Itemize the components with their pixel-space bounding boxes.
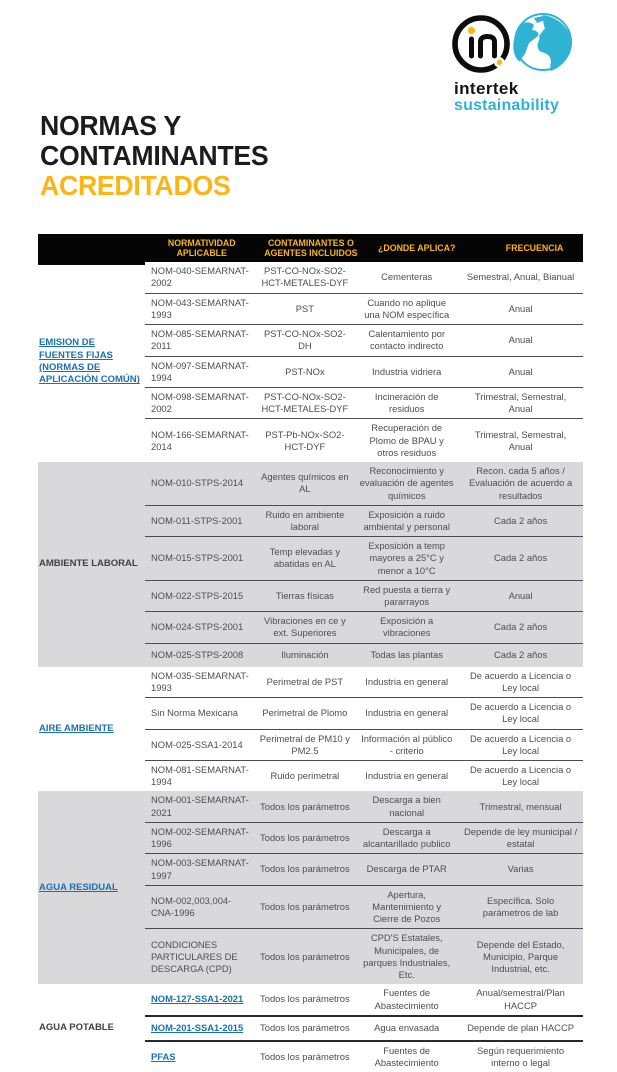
norm-cell: NOM-025-SSA1-2014 [151, 738, 243, 750]
table-row [145, 419, 583, 462]
section-agua-potable [38, 984, 583, 1072]
where-cell: Exposición a vibraciones [380, 615, 434, 639]
table-row [145, 1017, 583, 1042]
header-frecuencia: FRECUENCIA [505, 243, 564, 254]
agents-cell: Iluminación [281, 649, 329, 661]
norms-table [38, 234, 583, 1072]
freq-cell: Cada 2 años [493, 514, 548, 526]
where-cell: Industria en general [365, 675, 449, 687]
norm-cell: NOM-040-SEMARNAT-2002 [151, 265, 249, 289]
section-rows [145, 791, 583, 984]
agents-cell: Perimetral de PM10 y PM2.5 [259, 732, 350, 756]
table-row [145, 612, 583, 643]
section-label-ambiente-laboral: AMBIENTE LABORAL [39, 558, 138, 570]
agents-cell: Todos los parámetros [260, 800, 350, 812]
table-row [145, 537, 583, 581]
table-row [145, 294, 583, 325]
table-row [145, 854, 583, 885]
where-cell: Cementeras [381, 271, 433, 283]
freq-cell: Varias [507, 863, 534, 875]
where-cell: Reconocimiento y evaluación de agentes químicos [359, 465, 454, 501]
where-cell: Agua envasada [374, 1022, 440, 1034]
section-rows [145, 262, 583, 462]
agents-cell: PST-CO-NOx-SO2-HCT-METALES-DYF [261, 390, 349, 415]
agents-cell: Ruido perimetral [270, 770, 340, 782]
agents-cell: Perimetral de PST [266, 675, 344, 687]
title-line-1: NORMAS Y [40, 110, 181, 141]
table-row [145, 823, 583, 854]
where-cell: Apertura, Mantenimiento y Cierre de Pozos [372, 888, 442, 925]
freq-cell: Cada 2 años [493, 621, 548, 633]
freq-cell: De acuerdo a Licencia o Ley local [470, 732, 572, 756]
table-row [145, 698, 583, 729]
agents-cell: PST-CO-NOx-SO2-DH [263, 328, 346, 352]
where-cell: Industria en general [365, 770, 449, 782]
title-line-3: ACREDITADOS [40, 169, 231, 201]
agents-cell: Agentes químicos en AL [261, 471, 349, 495]
section-rows [145, 667, 583, 792]
table-row [145, 929, 583, 984]
freq-cell: Anual [508, 302, 533, 314]
norm-cell: NOM-166-SEMARNAT-2014 [151, 428, 249, 452]
in-circle-icon [455, 18, 507, 70]
freq-cell: Trimestral, Semestral, Anual [474, 428, 567, 452]
freq-cell: Anual [508, 589, 533, 601]
agents-cell: Todos los parámetros [260, 1022, 350, 1034]
agents-cell: Temp elevadas y abatidas en AL [269, 546, 341, 570]
table-row [145, 1042, 583, 1072]
section-rows [145, 984, 583, 1072]
where-cell: Red puesta a tierra y pararrayos [363, 583, 451, 608]
logo-sub: sustainability [454, 97, 560, 114]
where-cell: Información al público - criterio [361, 732, 453, 756]
globe-icon [513, 14, 571, 71]
where-cell: Todas las plantas [370, 649, 443, 661]
norm-cell: NOM-015-STPS-2001 [151, 552, 244, 564]
section-aire-ambiente [38, 667, 583, 792]
freq-cell: Depende de plan HACCP [467, 1022, 574, 1034]
where-cell: Descarga a alcantarillado publico [362, 825, 451, 850]
norm-cell: NOM-010-STPS-2014 [151, 477, 244, 489]
freq-cell: Trimestral, Semestral, Anual [474, 390, 567, 415]
norm-cell: NOM-003-SEMARNAT-1997 [151, 857, 249, 881]
agents-cell: PST-CO-NOx-SO2-HCT-METALES-DYF [261, 265, 349, 289]
where-cell: Descarga de PTAR [366, 863, 447, 875]
where-cell: Calentamiento por contacto indirecto [368, 328, 445, 352]
norm-link[interactable]: NOM-127-SSA1-2021 [151, 993, 244, 1005]
freq-cell: Según requerimiento interno o legal [477, 1044, 565, 1068]
freq-cell: Anual/semestral/Plan HACCP [476, 987, 565, 1011]
section-label-emision-fuentes-fijas[interactable]: EMISION DE FUENTES FIJAS (NORMAS DE APLICACIÓN COMÚN) [39, 337, 140, 386]
agents-cell: Todos los parámetros [260, 950, 350, 962]
where-cell: Recuperación de Plomo de BPAU y otros residuos [369, 422, 444, 458]
agents-cell: PST-NOx [285, 365, 325, 377]
table-row [145, 644, 583, 667]
header-spacer-cell [38, 234, 145, 262]
norm-cell: CONDICIONES PARTICULARES DE DESCARGA (CPD) [151, 938, 238, 974]
norm-cell: NOM-098-SEMARNAT-2002 [151, 390, 249, 415]
agents-cell: Vibraciones en ce y ext. Superiores [264, 615, 346, 639]
norm-cell: NOM-011-STPS-2001 [151, 514, 243, 526]
table-row [145, 984, 583, 1016]
table-row [145, 388, 583, 419]
where-cell: Industria en general [365, 707, 449, 719]
norm-cell: NOM-022-STPS-2015 [151, 589, 244, 601]
agents-cell: PST-Pb-NOx-SO2-HCT-DYF [265, 428, 345, 452]
section-label-agua-potable: AGUA POTABLE [39, 1022, 114, 1034]
intertek-logo [450, 12, 590, 114]
table-row [145, 761, 583, 791]
norm-cell: NOM-035-SEMARNAT-1993 [151, 669, 249, 693]
norm-cell: NOM-025-STPS-2008 [151, 649, 244, 661]
section-agua-residual [38, 791, 583, 984]
freq-cell: Trimestral, mensual [479, 800, 562, 812]
table-row [145, 886, 583, 930]
agents-cell: Tierras físicas [275, 589, 334, 601]
agents-cell: Todos los parámetros [260, 863, 350, 875]
norm-link[interactable]: PFAS [151, 1050, 176, 1062]
freq-cell: De acuerdo a Licencia o Ley local [470, 701, 572, 725]
table-row [145, 262, 583, 293]
intertek-logo-mark [450, 12, 580, 74]
where-cell: Descarga a bien nacional [372, 794, 441, 818]
page-title [40, 111, 268, 201]
table-row [145, 667, 583, 698]
agents-cell: Todos los parámetros [260, 1050, 350, 1062]
table-row [145, 730, 583, 761]
section-rows [145, 462, 583, 667]
table-row [145, 791, 583, 822]
where-cell: Fuentes de Abastecimiento [374, 987, 439, 1011]
where-cell: Incineración de residuos [374, 390, 439, 415]
freq-cell: De acuerdo a Licencia o Ley local [470, 669, 572, 693]
agents-cell: Perimetral de Plomo [262, 707, 348, 719]
norm-cell: NOM-043-SEMARNAT-1993 [151, 296, 249, 320]
title-line-2: CONTAMINANTES [40, 139, 269, 171]
where-cell: Fuentes de Abastecimiento [374, 1044, 439, 1068]
norm-link[interactable]: NOM-201-SSA1-2015 [151, 1022, 244, 1034]
where-cell: CPD'S Estatales, Municipales, de parques Industriales, Etc. [363, 932, 451, 981]
logo-name: intertek [454, 79, 519, 98]
freq-cell: Semestral, Anual, Bianual [466, 271, 575, 283]
where-cell: Exposición a ruido ambiental y personal [363, 508, 450, 532]
norm-cell: NOM-001-SEMARNAT-2021 [151, 794, 249, 818]
agents-cell: Todos los parámetros [260, 993, 350, 1005]
freq-cell: De acuerdo a Licencia o Ley local [470, 764, 572, 788]
freq-cell: Depende del Estado, Municipio, Parque Industrial, etc. [476, 938, 565, 974]
agents-cell: Todos los parámetros [260, 900, 350, 912]
norm-cell: NOM-002-SEMARNAT-1996 [151, 825, 249, 850]
section-label-aire-ambiente[interactable]: AIRE AMBIENTE [39, 722, 114, 734]
where-cell: Industria vidriera [372, 365, 442, 377]
table-row [145, 581, 583, 612]
freq-cell: Específica. Solo parámetros de lab [482, 894, 559, 919]
section-ambiente-laboral [38, 462, 583, 667]
agents-cell: PST [295, 302, 314, 314]
table-row [145, 325, 583, 356]
table-row [145, 506, 583, 537]
section-emision-fuentes-fijas [38, 262, 583, 462]
freq-cell: Anual [508, 365, 533, 377]
where-cell: Exposición a temp mayores a 25°C y menor a 10°C [368, 540, 445, 576]
norm-cell: NOM-081-SEMARNAT-1994 [151, 764, 249, 788]
freq-cell: Cada 2 años [493, 552, 548, 564]
header-contaminantes: CONTAMINANTES O AGENTES INCLUIDOS [264, 238, 358, 259]
table-row [145, 357, 583, 388]
norm-cell: Sin Norma Mexicana [151, 707, 239, 719]
header-donde-aplica: ¿DONDE APLICA? [378, 243, 456, 254]
table-row [145, 462, 583, 506]
freq-cell: Anual [508, 334, 533, 346]
header-normatividad: NORMATIVIDAD APLICABLE [167, 238, 236, 259]
section-label-agua-residual[interactable]: AGUA RESIDUAL [39, 881, 118, 893]
where-cell: Cuando no aplique una NOM específica [364, 296, 450, 320]
freq-cell: Depende de ley municipal / estatal [464, 825, 578, 850]
norm-cell: NOM-085-SEMARNAT-2011 [151, 328, 249, 352]
agents-cell: Ruido en ambiente laboral [265, 508, 345, 532]
norm-cell: NOM-002,003,004-CNA-1996 [151, 894, 232, 919]
freq-cell: Cada 2 años [493, 649, 548, 661]
freq-cell: Recon. cada 5 años / Evaluación de acuerdo a resultados [468, 465, 573, 501]
agents-cell: Todos los parámetros [260, 831, 350, 843]
norm-cell: NOM-097-SEMARNAT-1994 [151, 359, 249, 383]
norm-cell: NOM-024-STPS-2001 [151, 621, 244, 633]
table-header-row [38, 234, 583, 262]
